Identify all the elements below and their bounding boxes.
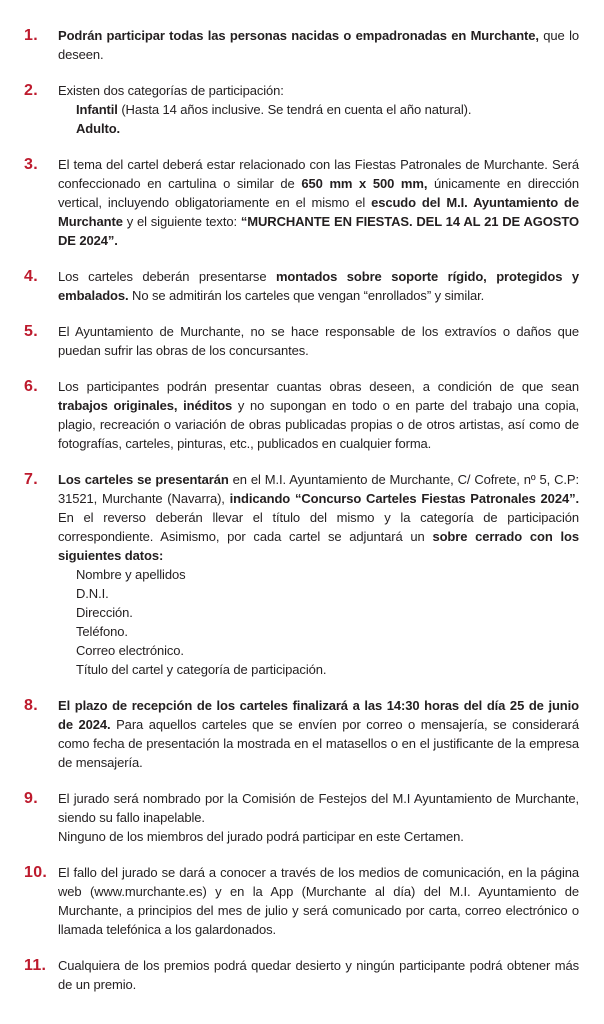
rule-text: No se admitirán los carteles que vengan “enrollados” y similar. xyxy=(128,288,485,303)
rule-text: El Ayuntamiento de Murchante, no se hace responsable de los extravíos o daños que puedan sufrir las obras de los concursantes. xyxy=(58,324,579,358)
rule-paragraph xyxy=(58,155,579,250)
rule-body xyxy=(58,81,579,138)
rule-body xyxy=(58,696,579,772)
rule-body xyxy=(58,377,579,453)
rule-text: El fallo del jurado se dará a conocer a través de los medios de comunicación, en la página web (www.murchante.es) y en la App (Murchante al día) del M.I. Ayuntamiento de Murchante, a principios del mes de julio y será comunicado por carta, correo electrónico o llamada telefónica a los galardonados. xyxy=(58,865,579,937)
rule-body xyxy=(58,26,579,64)
rule-paragraph xyxy=(58,81,579,100)
rule-number: 10. xyxy=(24,864,48,881)
rule-paragraph xyxy=(58,26,579,64)
rule-item xyxy=(24,377,579,453)
rule-body xyxy=(58,863,579,939)
rule-text: Nombre y apellidos xyxy=(76,567,186,582)
rule-body xyxy=(58,155,579,250)
rule-paragraph xyxy=(58,322,579,360)
rule-text: Cualquiera de los premios podrá quedar desierto y ningún participante podrá obtener más de un premio. xyxy=(58,958,579,992)
rule-subitem xyxy=(58,584,579,603)
rule-text: Título del cartel y categoría de participación. xyxy=(76,662,327,677)
rule-paragraph xyxy=(58,696,579,772)
rule-text-bold: Adulto. xyxy=(76,121,121,136)
rule-subitem xyxy=(58,603,579,622)
rule-text-bold: escudo del M.I. Ayuntamiento de Murchante xyxy=(58,195,579,229)
rule-paragraph xyxy=(58,789,579,827)
rule-text-bold: Podrán participar todas las personas nacidas o empadronadas en Murchante, xyxy=(58,28,539,43)
rule-item xyxy=(24,863,579,939)
rule-subitem xyxy=(58,100,579,119)
rule-item xyxy=(24,81,579,138)
rule-text-bold: montados sobre soporte rígido, protegidos y embalados. xyxy=(58,269,579,303)
rule-number: 7. xyxy=(24,471,38,488)
rule-number: 9. xyxy=(24,790,38,807)
rule-text: El tema del cartel deberá estar relacionado con las Fiestas Patronales de Murchante. Será confeccionado en cartulina o similar de xyxy=(58,157,579,191)
rule-text: en el M.I. Ayuntamiento de Murchante, C/ Cofrete, nº 5, C.P: 31521, Murchante (Navarra), xyxy=(58,472,580,506)
rule-text: D.N.I. xyxy=(76,586,109,601)
rule-text: que lo deseen. xyxy=(58,28,579,62)
rule-item xyxy=(24,470,579,679)
rule-text: únicamente en dirección vertical, incluyendo obligatoriamente en el mismo el xyxy=(58,176,579,210)
rule-text-bold: “MURCHANTE EN FIESTAS. DEL 14 AL 21 DE AGOSTO DE 2024”. xyxy=(58,214,579,248)
rule-text: Para aquellos carteles que se envíen por correo o mensajería, se considerará como fecha de presentación la mostrada en el matasellos o en el justificante de la empresa de mensajería. xyxy=(58,717,579,770)
rule-subitem xyxy=(58,565,579,584)
rule-item xyxy=(24,789,579,846)
rule-number: 2. xyxy=(24,82,38,99)
rule-paragraph xyxy=(58,267,579,305)
rule-text: (Hasta 14 años inclusive. Se tendrá en cuenta el año natural). xyxy=(117,102,472,117)
rules-list xyxy=(24,26,579,994)
rule-paragraph xyxy=(58,377,579,453)
rule-text: El jurado será nombrado por la Comisión de Festejos del M.I Ayuntamiento de Murchante, siendo su fallo inapelable. xyxy=(58,791,579,825)
rule-paragraph xyxy=(58,470,579,565)
rule-text-bold: 650 mm x 500 mm, xyxy=(301,176,428,191)
rule-subitem xyxy=(58,119,579,138)
rule-text: Teléfono. xyxy=(76,624,128,639)
rule-text: Los carteles deberán presentarse xyxy=(58,269,276,284)
rule-text-bold: trabajos originales, inéditos xyxy=(58,398,233,413)
rule-body xyxy=(58,789,579,846)
rule-subitem xyxy=(58,641,579,660)
rule-text-bold: indicando “Concurso Carteles Fiestas Patronales 2024”. xyxy=(229,491,579,506)
rule-item xyxy=(24,956,579,994)
rule-number: 3. xyxy=(24,156,38,173)
rule-text-bold: Los carteles se presentarán xyxy=(58,472,229,487)
rule-body xyxy=(58,470,579,679)
rule-subitem xyxy=(58,622,579,641)
rule-item xyxy=(24,696,579,772)
rule-paragraph xyxy=(58,827,579,846)
rule-number: 8. xyxy=(24,697,38,714)
rule-body xyxy=(58,322,579,360)
rule-item xyxy=(24,26,579,64)
rule-text: Los participantes podrán presentar cuantas obras deseen, a condición de que sean xyxy=(58,379,579,394)
rule-number: 5. xyxy=(24,323,38,340)
rule-text: y el siguiente texto: xyxy=(122,214,241,229)
rule-text: Existen dos categorías de participación: xyxy=(58,83,284,98)
rule-text: y no supongan en todo o en parte del trabajo una copia, plagio, recreación o variación de obras publicadas propias o de otros artistas, así como de fotografías, carteles, pinturas, etc., publicados en cualquier forma. xyxy=(58,398,579,451)
rule-item xyxy=(24,155,579,250)
rule-text: Dirección. xyxy=(76,605,133,620)
rule-body xyxy=(58,267,579,305)
rule-number: 6. xyxy=(24,378,38,395)
rule-text-bold: Infantil xyxy=(76,102,118,117)
rule-text-bold: sobre cerrado con los siguientes datos: xyxy=(58,529,579,563)
rule-number: 11. xyxy=(24,957,47,974)
rule-subitem xyxy=(58,660,579,679)
rule-item xyxy=(24,322,579,360)
rule-text: Correo electrónico. xyxy=(76,643,184,658)
rule-paragraph xyxy=(58,956,579,994)
rule-body xyxy=(58,956,579,994)
rule-text: Ninguno de los miembros del jurado podrá participar en este Certamen. xyxy=(58,829,464,844)
rule-text: En el reverso deberán llevar el título del mismo y la categoría de participación correspondiente. Asimismo, por cada cartel se adjuntará un xyxy=(58,510,579,544)
rule-number: 1. xyxy=(24,27,38,44)
rule-item xyxy=(24,267,579,305)
rule-text-bold: El plazo de recepción de los carteles finalizará a las 14:30 horas del día 25 de junio de 2024. xyxy=(58,698,579,732)
rule-paragraph xyxy=(58,863,579,939)
rule-number: 4. xyxy=(24,268,38,285)
